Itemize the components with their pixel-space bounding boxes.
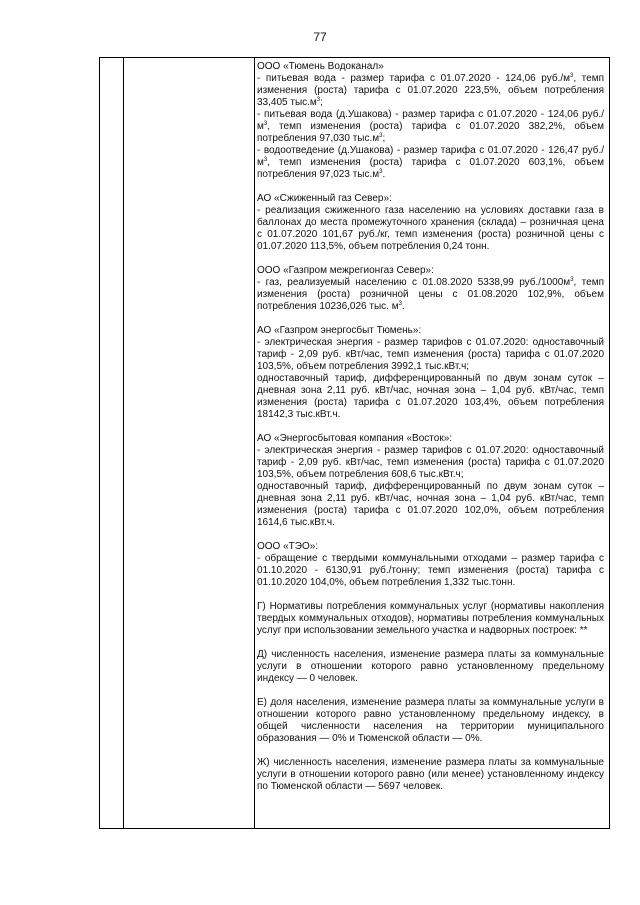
table-column-label [123,58,255,828]
table-column-content [255,58,609,828]
block-gap [257,745,604,757]
block-gap [257,589,604,601]
block-heading: АО «Сжиженный газ Север»: [257,193,392,204]
block-line: - питьевая вода (д.Ушакова) - размер тарифа с 01.07.2020 - 124,06 $руб./м^3$, темп изменения (роста) тарифа с 01.07.2020 382,2%, объем потребления 97,030 $тыс.м^3$; [257,109,604,144]
block-heading: Д) численность населения, изменение размера платы за коммунальные услуги в отношении которого равно установленному предельному индексу — 0 человек. [257,649,604,684]
block-gap [257,685,604,697]
block-heading: Е) доля населения, изменение размера платы за коммунальные услуги в отношении которого равно установленному предельному индексу, в общей численности населения на территории муниципального образования — 0% и Тюменской области — 0%. [257,697,604,744]
block-heading: Г) Нормативы потребления коммунальных услуг (нормативы накопления твердых коммунальных отходов), нормативы потребления коммунальных услуг при использовании земельного участка и надворных построек: ** [257,601,604,636]
table-column-number [100,58,124,828]
text-block [257,433,604,529]
block-heading: ООО «Газпром межрегионгаз Север»: [257,265,434,276]
block-line: - реализация сжиженного газа населению на условиях доставки газа в баллонах до места промежуточного хранения (склада) – розничная цена с 01.07.2020 101,67 руб./кг, темп изменения (роста) розничной цены с 01.07.2020 113,5%, объем потребления 0,24 тонн. [257,205,604,252]
block-heading: АО «Энергосбытовая компания «Восток»: [257,433,453,444]
text-block [257,325,604,421]
block-gap [257,637,604,649]
text-block [257,757,604,793]
text-block [257,601,604,637]
text-block [257,649,604,685]
block-gap [257,313,604,325]
block-gap [257,181,604,193]
block-gap [257,529,604,541]
text-block [257,193,604,253]
block-line: - электрическая энергия - размер тарифов с 01.07.2020: одноставочный тариф - 2,09 руб. кВт/час, темп изменения (роста) тарифа с 01.07.2020 103,5%, объем потребления 608,6 тыс.кВт.ч; [257,445,604,480]
block-heading: ООО «ТЭО»: [257,541,319,552]
text-block [257,61,604,181]
block-line: - питьевая вода - размер тарифа с 01.07.2020 - 124,06 $руб./м^3$, темп изменения (роста) тарифа с 01.07.2020 223,5%, объем потребления 33,405 $тыс.м^3$; [257,73,604,108]
text-block [257,697,604,745]
text-block [257,265,604,313]
block-gap [257,253,604,265]
block-line: - газ, реализуемый населению с 01.08.2020 5338,99 $руб./1000м^3$, темп изменения (роста) розничной цены с 01.08.2020 102,9%, объем потребления 10236,026 тыс. $м^3$. [257,277,604,312]
page-number: 77 [313,30,327,44]
block-line: одноставочный тариф, дифференцированный по двум зонам суток – дневная зона 2,11 руб. кВт/час, ночная зона – 1,04 руб. кВт/час, темп изменения (роста) тарифа с 01.07.2020 102,0%, объем потребления 1614,6 тыс.кВт.ч. [257,481,604,528]
document-table [99,57,610,829]
text-block [257,541,604,589]
block-heading: АО «Газпром энергосбыт Тюмень»: [257,325,422,336]
block-gap [257,421,604,433]
block-heading: ООО «Тюмень Водоканал» [257,61,384,72]
block-heading: Ж) численность населения, изменение размера платы за коммунальные услуги в отношении которого равно (или менее) установленному индексу по Тюменской области — 5697 человек. [257,757,604,792]
block-line: одноставочный тариф, дифференцированный по двум зонам суток – дневная зона 2,11 руб. кВт/час, ночная зона – 1,04 руб. кВт/час, темп изменения (роста) тарифа с 01.07.2020 103,4%, объем потребления 18142,3 тыс.кВт.ч. [257,373,604,420]
block-line: - обращение с твердыми коммунальными отходами – размер тарифа с 01.10.2020 - 6130,91 руб./тонну; темп изменения (роста) тарифа с 01.10.2020 104,0%, объем потребления 1,332 тыс.тонн. [257,553,604,588]
block-line: - электрическая энергия - размер тарифов с 01.07.2020: одноставочный тариф - 2,09 руб. кВт/час, темп изменения (роста) тарифа с 01.07.2020 103,5%, объем потребления 3992,1 тыс.кВт.ч; [257,337,604,372]
block-line: - водоотведение (д.Ушакова) - размер тарифа с 01.07.2020 - 126,47 $руб./м^3$, темп изменения (роста) тарифа с 01.07.2020 603,1%, объем потребления 97,023 $тыс.м^3$. [257,145,604,180]
